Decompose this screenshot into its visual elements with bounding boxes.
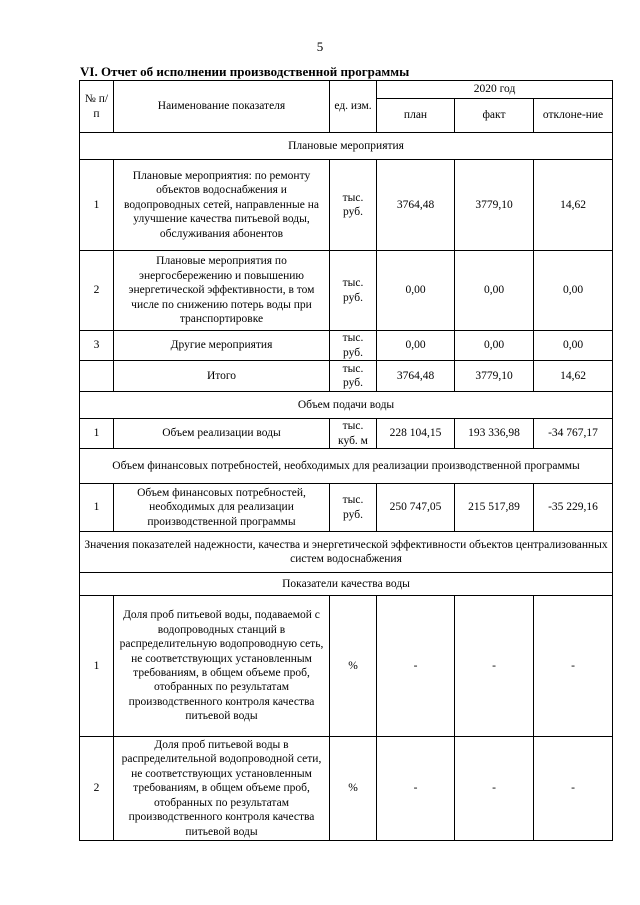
header-row (80, 81, 613, 99)
header-name: Наименование показателя (114, 81, 330, 133)
row-deviation: 0,00 (534, 251, 613, 331)
row-plan: 3764,48 (377, 160, 455, 251)
row-unit: тыс. куб. м (330, 419, 377, 449)
row-name: Плановые мероприятия по энергосбережению и повышению энергетической эффективности, в том числе по снижению потерь воды при транспортировке (114, 251, 330, 331)
row-fact: 193 336,98 (455, 419, 534, 449)
header-fact: факт (455, 99, 534, 133)
row-fact: 0,00 (455, 331, 534, 361)
section-title: VI. Отчет об исполнении производственной программы (80, 64, 410, 79)
header-plan: план (377, 99, 455, 133)
row-num: 1 (80, 484, 114, 532)
row-plan: 3764,48 (377, 361, 455, 392)
table-row (80, 737, 613, 841)
row-unit: тыс. руб. (330, 251, 377, 331)
total-label: Итого (114, 361, 330, 392)
row-num: 3 (80, 331, 114, 361)
row-name: Доля проб питьевой воды в распределительной водопроводной сети, не соответствующих установленным требованиям, в общем объеме проб, отобранных по результатам производственного контроля качества питьевой воды (114, 737, 330, 841)
table-row (80, 160, 613, 251)
section-row (80, 392, 613, 419)
section-row (80, 573, 613, 596)
row-deviation: 0,00 (534, 331, 613, 361)
section-water-supply: Объем подачи воды (80, 392, 613, 419)
table-row (80, 331, 613, 361)
section-row (80, 449, 613, 484)
row-unit: % (330, 596, 377, 737)
row-deviation: - (534, 737, 613, 841)
table-row (80, 251, 613, 331)
row-plan: - (377, 596, 455, 737)
row-plan: 0,00 (377, 331, 455, 361)
row-num-empty (80, 361, 114, 392)
row-unit: тыс. руб. (330, 361, 377, 392)
row-deviation: -35 229,16 (534, 484, 613, 532)
table-row (80, 484, 613, 532)
section-indicators: Значения показателей надежности, качества и энергетической эффективности объектов централизованных систем водоснабжения (80, 532, 613, 573)
row-name: Объем финансовых потребностей, необходимых для реализации производственной программы (114, 484, 330, 532)
row-deviation: -34 767,17 (534, 419, 613, 449)
section-planned-measures: Плановые мероприятия (80, 133, 613, 160)
row-unit: % (330, 737, 377, 841)
row-name: Другие мероприятия (114, 331, 330, 361)
table-row (80, 596, 613, 737)
header-num: № п/п (80, 81, 114, 133)
row-fact: - (455, 596, 534, 737)
row-num: 2 (80, 251, 114, 331)
row-fact: 3779,10 (455, 361, 534, 392)
row-name: Объем реализации воды (114, 419, 330, 449)
total-row (80, 361, 613, 392)
row-fact: 215 517,89 (455, 484, 534, 532)
row-num: 1 (80, 160, 114, 251)
row-name: Доля проб питьевой воды, подаваемой с водопроводных станций в распределительную водопроводную сеть, не соответствующих установленным требованиям, в общем объеме проб, отобранных по результатам производственного контроля качества питьевой воды (114, 596, 330, 737)
row-num: 1 (80, 419, 114, 449)
row-deviation: 14,62 (534, 160, 613, 251)
row-fact: 3779,10 (455, 160, 534, 251)
row-name: Плановые мероприятия: по ремонту объектов водоснабжения и водопроводных сетей, направленные на улучшение качества питьевой воды, обслуживания абонентов (114, 160, 330, 251)
section-row (80, 133, 613, 160)
row-deviation: 14,62 (534, 361, 613, 392)
row-fact: - (455, 737, 534, 841)
row-plan: 228 104,15 (377, 419, 455, 449)
report-table (79, 80, 613, 841)
page-number: 5 (316, 39, 324, 54)
section-financial-needs: Объем финансовых потребностей, необходимых для реализации производственной программы (80, 449, 613, 484)
row-unit: тыс. руб. (330, 484, 377, 532)
row-fact: 0,00 (455, 251, 534, 331)
section-water-quality: Показатели качества воды (80, 573, 613, 596)
row-deviation: - (534, 596, 613, 737)
row-num: 2 (80, 737, 114, 841)
header-deviation: отклоне-ние (534, 99, 613, 133)
header-year: 2020 год (377, 81, 613, 99)
row-plan: - (377, 737, 455, 841)
row-unit: тыс. руб. (330, 331, 377, 361)
header-unit: ед. изм. (330, 81, 377, 133)
row-num: 1 (80, 596, 114, 737)
row-plan: 250 747,05 (377, 484, 455, 532)
table-row (80, 419, 613, 449)
section-row (80, 532, 613, 573)
row-plan: 0,00 (377, 251, 455, 331)
row-unit: тыс. руб. (330, 160, 377, 251)
